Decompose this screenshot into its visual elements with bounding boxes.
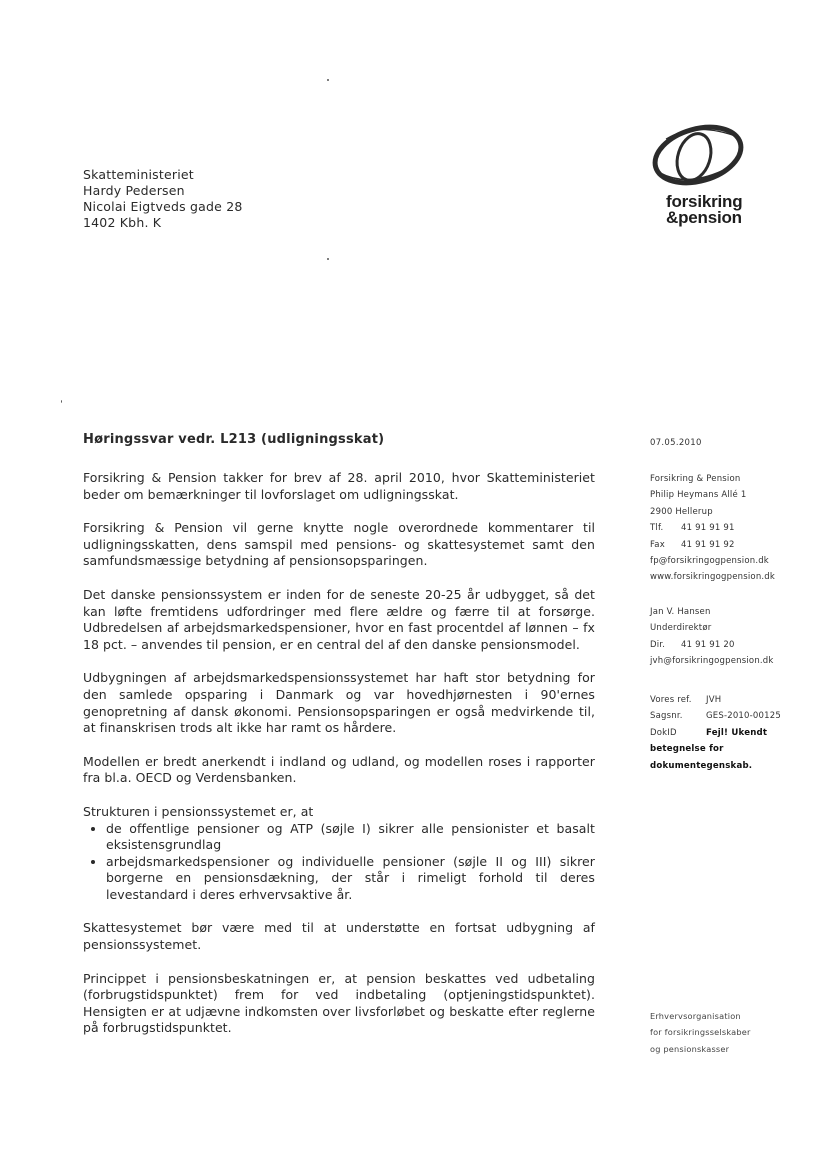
contact-title: Underdirektør — [650, 623, 712, 634]
document-id: DokID Fejl! Ukendt — [650, 727, 768, 738]
list-item: • arbejdsmarkedspensioner og individuelle pensioner (søjle II og III) sikrer borgerne en pensionsdækning, der står i rimeligt forhold til deres levestandard i deres erhvervsaktive år. — [106, 854, 595, 904]
organisation-footer — [650, 1008, 751, 1057]
recipient-line: 1402 Kbh. K — [83, 215, 162, 230]
footer-line: Erhvervsorganisation — [650, 1011, 741, 1021]
letter-body — [83, 470, 595, 1054]
sender-web: www.forsikringogpension.dk — [650, 572, 776, 583]
company-logo — [636, 113, 762, 233]
scan-speck — [327, 258, 329, 260]
sender-email: fp@forsikringogpension.dk — [650, 556, 769, 567]
logo-line-1: forsikring — [666, 192, 743, 211]
scan-speck — [61, 400, 62, 403]
document-id-error-line: dokumentegenskab. — [650, 760, 753, 771]
reference-block — [650, 692, 820, 774]
bullet-list — [83, 821, 595, 904]
footer-line: for forsikringsselskaber — [650, 1027, 751, 1038]
body-paragraph: Modellen er bredt anerkendt i indland og udland, og modellen roses i rapporter fra bl.a. OECD og Verdensbanken. — [83, 753, 595, 786]
letter-date: 07.05.2010 — [650, 438, 702, 448]
contact-direct-phone: Dir. 41 91 91 20 — [650, 639, 735, 650]
contact-name: Jan V. Hansen — [650, 607, 711, 617]
case-number: Sagsnr. GES-2010-00125 — [650, 711, 781, 722]
recipient-line: Hardy Pedersen — [83, 183, 185, 198]
contact-person — [650, 604, 820, 670]
document-id-error-line: betegnelse for — [650, 744, 724, 755]
footer-line: og pensionskasser — [650, 1043, 730, 1054]
body-paragraph: Forsikring & Pension takker for brev af 28. april 2010, hvor Skatteministeriet beder om bemærkninger til lovforslaget om udligningsskat. — [83, 470, 595, 502]
sender-city: 2900 Hellerup — [650, 506, 713, 517]
sender-org: Forsikring & Pension — [650, 474, 741, 484]
recipient-line: Skatteministeriet — [83, 167, 194, 182]
body-paragraph: Det danske pensionssystem er inden for de seneste 20-25 år udbygget, så det kan løfte fremtidens udfordringer med flere ældre og færre til at forsørge. Udbredelsen af arbejdsmarkedspensioner, hvor en fast procentdel af lønnen – fx 18 pct. – anvendes til pension, er en central del af den danske pensionsmodel. — [83, 586, 595, 652]
list-intro: Strukturen i pensionssystemet er, at — [83, 803, 314, 819]
body-paragraph: Forsikring & Pension vil gerne knytte nogle overordnede kommentarer til udligningsskatten, dens samspil med pensions- og skattesystemet samt den samfundsmæssige betydning af pensionsopsparingen. — [83, 520, 595, 569]
logo-line-2: &pension — [666, 208, 742, 227]
orbit-ellipse-logo-icon — [646, 113, 766, 195]
letter-heading: Høringssvar vedr. L213 (udligningsskat) — [83, 432, 385, 447]
contact-email: jvh@forsikringogpension.dk — [650, 656, 774, 667]
sender-street: Philip Heymans Allé 1 — [650, 490, 747, 501]
sender-phone: Tlf. 41 91 91 91 — [650, 523, 735, 534]
body-paragraph: Princippet i pensionsbeskatningen er, at pension beskattes ved udbetaling (forbrugstidspunktet) frem for ved indbetaling (optjeningstidspunktet). Hensigten er at udjævne indkomsten over livsforløbet og beskatte efter reglerne på forbrugstidspunktet. — [83, 970, 595, 1036]
recipient-address — [83, 167, 243, 231]
logo-wordmark — [666, 194, 742, 226]
list-item: • de offentlige pensioner og ATP (søjle I) sikrer alle pensionister et basalt eksistensgrundlag — [106, 821, 595, 854]
sender-info — [650, 471, 820, 586]
recipient-line: Nicolai Eigtveds gade 28 — [83, 199, 243, 214]
our-reference: Vores ref. JVH — [650, 695, 722, 705]
sender-fax: Fax 41 91 91 92 — [650, 539, 735, 550]
scan-speck — [327, 79, 329, 81]
body-paragraph: Udbygningen af arbejdsmarkedspensionssystemet har haft stor betydning for den samlede opsparing i Danmark og var hovedhjørnesten i 90'ernes genopretning af dansk økonomi. Pensionsopsparingen er også medvirkende til, at finanskrisen trods alt ikke har ramt os hårdere. — [83, 670, 595, 736]
body-paragraph: Skattesystemet bør være med til at understøtte en fortsat udbygning af pensionssystemet. — [83, 920, 595, 953]
